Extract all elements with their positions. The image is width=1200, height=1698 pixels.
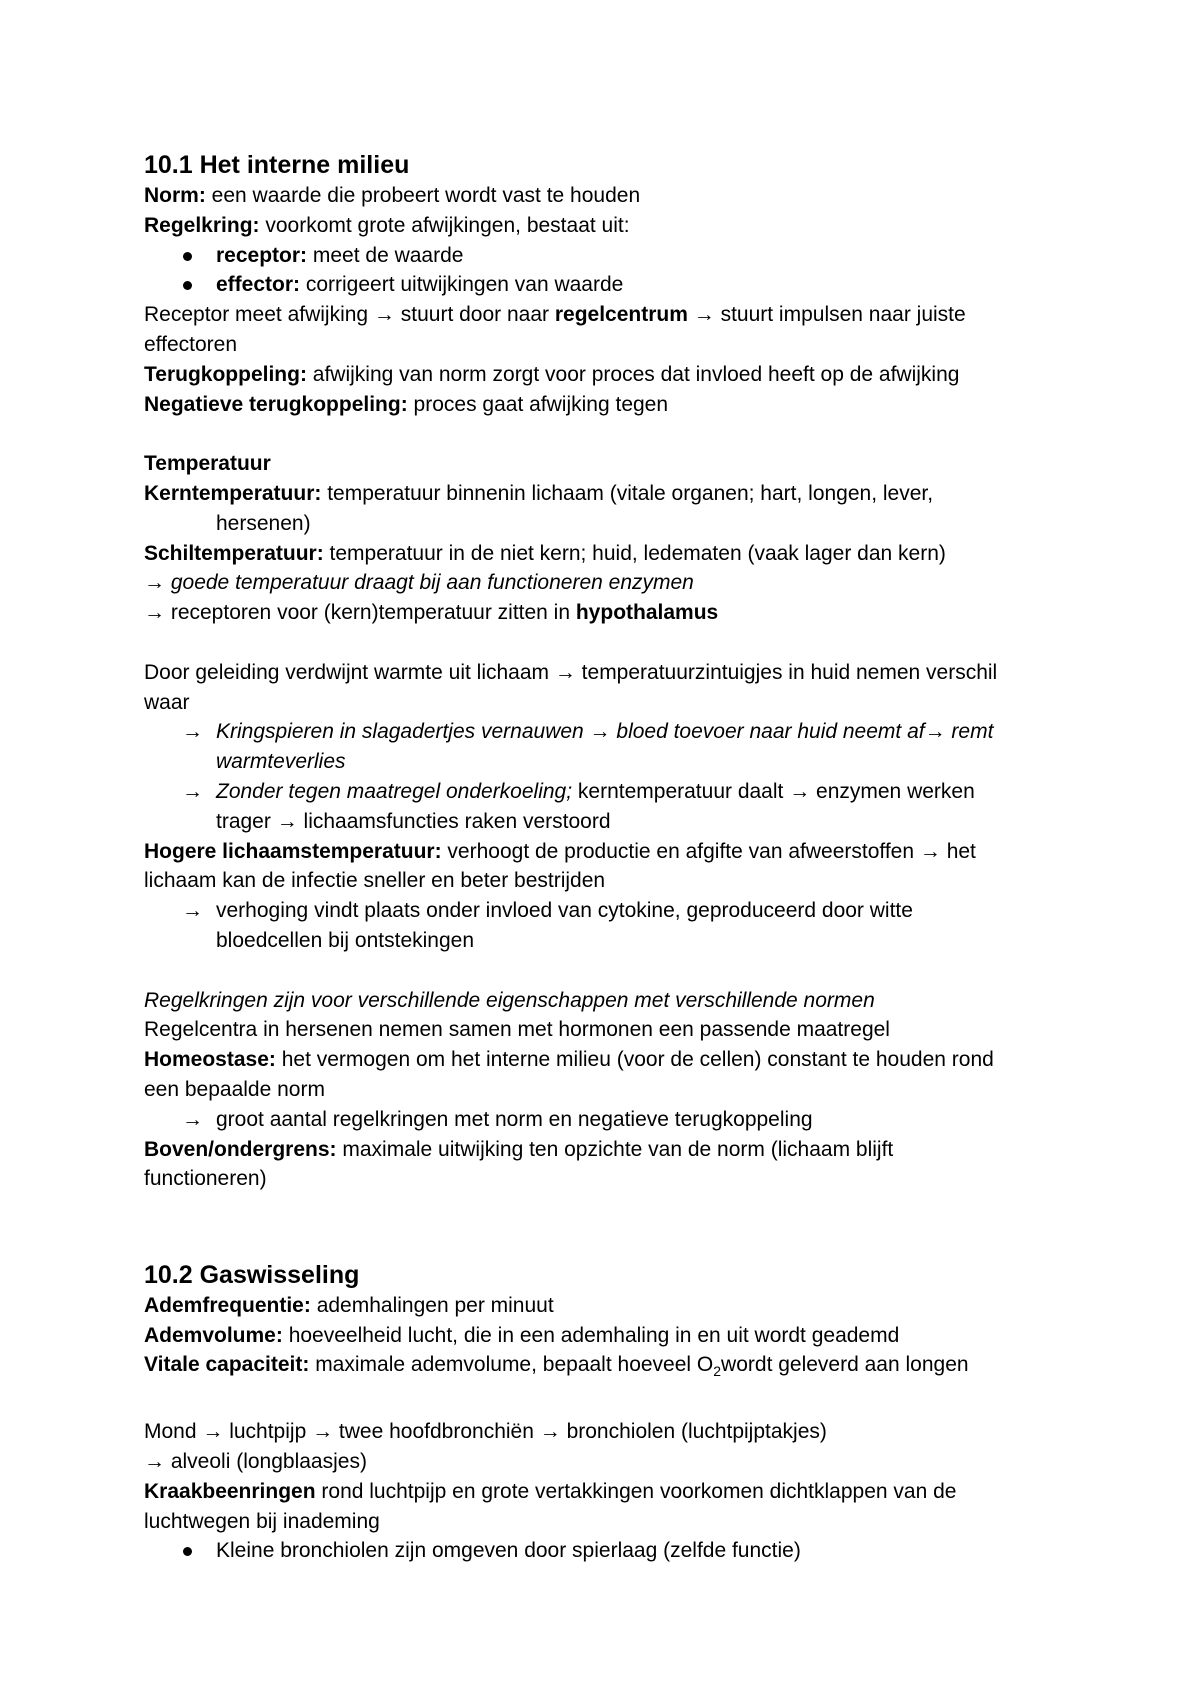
def-effector: corrigeert uitwijkingen van waarde — [300, 273, 624, 297]
definition-hogere-lichaamstemperatuur-cont: lichaam kan de infectie sneller en beter bestrijden — [144, 869, 606, 893]
arrow-icon: → — [182, 720, 203, 744]
arrow-item-onderkoeling — [144, 777, 1074, 807]
definition-homeostase-cont: een bepaalde norm — [144, 1077, 325, 1101]
spacer — [144, 419, 1074, 449]
arrow-item-kringspieren — [144, 717, 1074, 747]
note-enzymen-text: → goede temperatuur draagt bij aan functioneren enzymen — [144, 571, 694, 595]
document-page — [144, 150, 1074, 1566]
term-homeostase: Homeostase: — [144, 1048, 276, 1072]
def-ademvolume: hoeveelheid lucht, die in een ademhaling in en uit wordt geademd — [282, 1323, 900, 1347]
bullet-bronchiolen-text: Kleine bronchiolen zijn omgeven door spierlaag (zelfde functie) — [216, 1539, 801, 1563]
term-ademfrequentie: Ademfrequentie: — [144, 1293, 311, 1317]
term-kraakbeenringen: Kraakbeenringen — [144, 1479, 316, 1503]
bullet-icon — [183, 281, 192, 290]
spacer — [144, 956, 1074, 986]
def-grens: maximale uitwijking ten opzichte van de norm (lichaam blijft — [336, 1137, 894, 1161]
arrow-item-kringspieren-cont — [144, 747, 1074, 777]
term-receptor: receptor: — [216, 243, 308, 267]
def-receptor: meet de waarde — [307, 243, 464, 267]
paragraph-alveoli: → alveoli (longblaasjes) — [144, 1450, 367, 1474]
flow-text-a: Receptor meet afwijking → stuurt door naar — [144, 303, 555, 327]
bullet-icon — [183, 1547, 192, 1556]
def-vitale-capaciteit-end: wordt geleverd aan longen — [721, 1353, 969, 1377]
def-terugkoppeling: afwijking van norm zorgt voor proces dat invloed heeft op de afwijking — [306, 362, 960, 386]
spacer — [144, 628, 1074, 658]
definition-vitale-capaciteit — [144, 1350, 1074, 1387]
bullet-icon — [183, 252, 192, 261]
term-ademvolume: Ademvolume: — [144, 1323, 283, 1347]
arrow-item-cytokine — [144, 896, 1074, 926]
definition-grens — [144, 1135, 1074, 1165]
definition-grens-cont: functioneren) — [144, 1167, 267, 1191]
arrow-item-onderkoeling-cont: trager → lichaamsfuncties raken verstoord — [216, 809, 611, 833]
def-kerntemperatuur: temperatuur binnenin lichaam (vitale organen; hart, longen, lever, — [321, 481, 934, 505]
flow-text-c: → stuurt impulsen naar juiste — [687, 303, 966, 327]
def-homeostase: het vermogen om het interne milieu (voor de cellen) constant te houden rond — [275, 1048, 994, 1072]
definition-negatieve-terugkoppeling — [144, 390, 1074, 420]
section-title-10-1: 10.1 Het interne milieu — [144, 151, 410, 179]
paragraph-geleiding-cont: waar — [144, 690, 190, 714]
definition-terugkoppeling — [144, 360, 1074, 390]
definition-kraakbeenringen — [144, 1477, 1074, 1507]
arrow-item-italic: Zonder tegen maatregel onderkoeling; — [216, 779, 573, 803]
arrow-icon: → — [182, 779, 203, 803]
term-regelcentrum: regelcentrum — [554, 303, 688, 327]
note-enzymen — [144, 568, 1074, 598]
def-hogere-lichaamstemperatuur: verhoogt de productie en afgifte van afweerstoffen → het — [441, 839, 976, 863]
section-title-10-2: 10.2 Gaswisseling — [144, 1260, 360, 1289]
definition-homeostase — [144, 1045, 1074, 1075]
bullet-effector — [144, 270, 1074, 300]
def-regelkring: voorkomt grote afwijkingen, bestaat uit: — [259, 213, 630, 237]
paragraph-regelcentra: Regelcentra in hersenen nemen samen met hormonen een passende maatregel — [144, 1018, 890, 1042]
bullet-bronchiolen — [144, 1536, 1074, 1566]
note-hypothalamus — [144, 598, 1074, 628]
term-schiltemperatuur: Schiltemperatuur: — [144, 541, 324, 565]
term-kerntemperatuur: Kerntemperatuur: — [144, 481, 322, 505]
term-terugkoppeling: Terugkoppeling: — [144, 362, 307, 386]
spacer — [144, 1387, 1074, 1417]
arrow-icon: → — [182, 1107, 203, 1131]
term-effector: effector: — [216, 273, 301, 297]
arrow-item-text: warmteverlies — [216, 750, 346, 774]
spacer — [144, 1194, 1074, 1230]
definition-kraakbeenringen-cont: luchtwegen bij inademing — [144, 1509, 380, 1533]
def-ademfrequentie: ademhalingen per minuut — [310, 1293, 554, 1317]
spacer — [144, 1230, 1074, 1260]
paragraph-luchtwegen: Mond → luchtpijp → twee hoofdbronchiën → bronchiolen (luchtpijptakjes) — [144, 1420, 827, 1444]
note-regelkringen-text: Regelkringen zijn voor verschillende eigenschappen met verschillende normen — [144, 988, 875, 1012]
arrow-item-cytokine-cont: bloedcellen bij ontstekingen — [216, 928, 475, 952]
subheading-temperatuur — [144, 449, 1074, 479]
definition-hogere-lichaamstemperatuur — [144, 837, 1074, 867]
term-negatieve-terugkoppeling: Negatieve terugkoppeling: — [144, 392, 408, 416]
term-hypothalamus: hypothalamus — [575, 601, 719, 625]
subheading-text: Temperatuur — [144, 452, 271, 476]
arrow-item-text: verhoging vindt plaats onder invloed van cytokine, geproduceerd door witte — [216, 899, 913, 923]
term-norm: Norm: — [144, 184, 206, 207]
definition-schiltemperatuur — [144, 539, 1074, 569]
note-regelkringen — [144, 986, 1074, 1016]
def-kraakbeenringen: rond luchtpijp en grote vertakkingen voorkomen dichtklappen van de — [315, 1479, 957, 1503]
flow-receptor — [144, 300, 1074, 330]
def-schiltemperatuur: temperatuur in de niet kern; huid, ledematen (vaak lager dan kern) — [323, 541, 946, 565]
term-regelkring: Regelkring: — [144, 213, 260, 237]
paragraph-geleiding: Door geleiding verdwijnt warmte uit lichaam → temperatuurzintuigjes in huid nemen verschil — [144, 660, 998, 684]
arrow-item-text: kerntemperatuur daalt → enzymen werken — [572, 779, 975, 803]
flow-receptor-cont: effectoren — [144, 332, 238, 356]
term-vitale-capaciteit: Vitale capaciteit: — [144, 1353, 310, 1377]
note-hypothalamus-text: → receptoren voor (kern)temperatuur zitten in — [144, 601, 576, 625]
definition-kerntemperatuur-cont: hersenen) — [216, 511, 311, 535]
arrow-icon: → — [182, 899, 203, 923]
definition-kerntemperatuur — [144, 479, 1074, 509]
arrow-item-regelkringen — [144, 1105, 1074, 1135]
bullet-receptor — [144, 241, 1074, 271]
def-norm: een waarde die probeert wordt vast te houden — [205, 184, 641, 207]
term-hogere-lichaamstemperatuur: Hogere lichaamstemperatuur: — [144, 839, 442, 863]
def-vitale-capaciteit: maximale ademvolume, bepaalt hoeveel O — [309, 1353, 714, 1377]
arrow-item-text: Kringspieren in slagadertjes vernauwen → bloed toevoer naar huid neemt af→ remt — [216, 720, 994, 744]
definition-regelkring — [144, 211, 1074, 241]
definition-norm — [144, 181, 1074, 211]
subscript-2: 2 — [713, 1363, 722, 1380]
term-grens: Boven/ondergrens: — [144, 1137, 337, 1161]
def-negatieve-terugkoppeling: proces gaat afwijking tegen — [407, 392, 669, 416]
definition-ademvolume — [144, 1321, 1074, 1351]
definition-ademfrequentie — [144, 1291, 1074, 1321]
arrow-item-text: groot aantal regelkringen met norm en negatieve terugkoppeling — [216, 1107, 813, 1131]
